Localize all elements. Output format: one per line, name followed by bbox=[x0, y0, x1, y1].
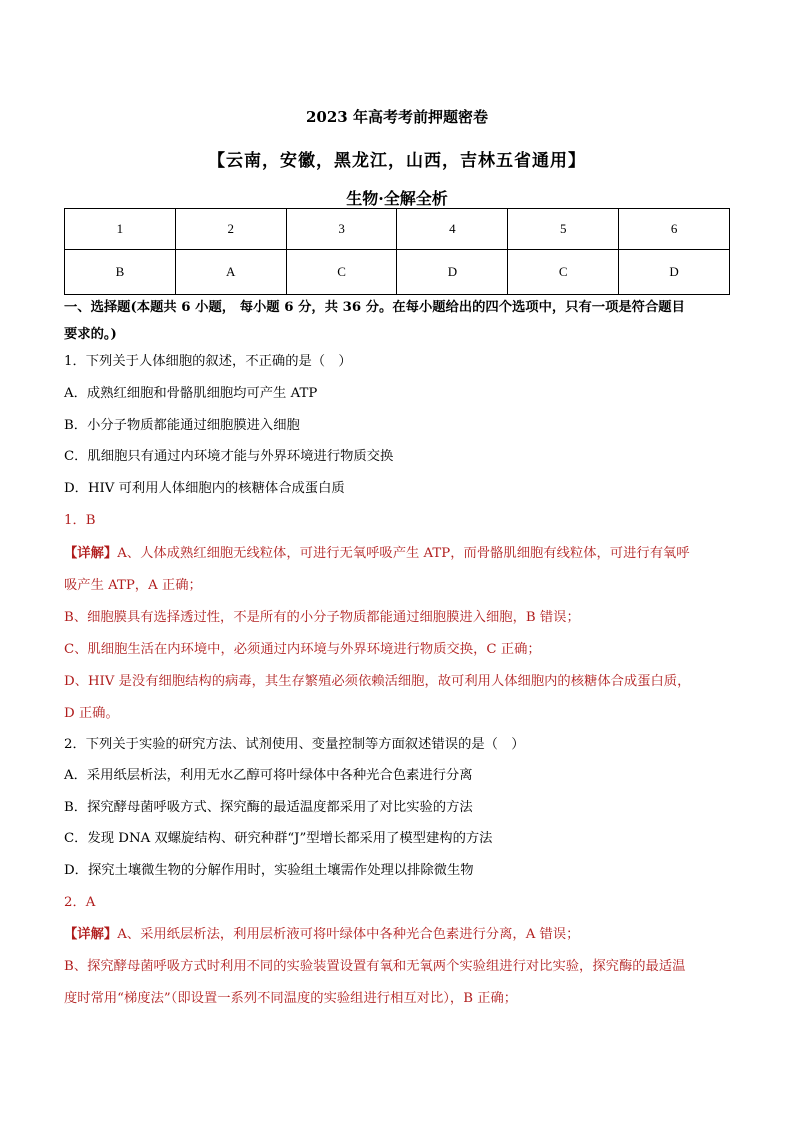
question-number-cell: 2 bbox=[175, 209, 286, 250]
question-1-answer: 1．B bbox=[64, 513, 96, 528]
explanation-tag: 【详解】 bbox=[64, 546, 118, 561]
question-1-explanation-d: D、HIV 是没有细胞结构的病毒，其生存繁殖必须依赖活细胞，故可利用人体细胞内的核糖体合成蛋白质， bbox=[64, 674, 691, 689]
question-2-explanation-a bbox=[64, 926, 734, 944]
question-2-stem: 2．下列关于实验的研究方法、试剂使用、变量控制等方面叙述错误的是（ ） bbox=[64, 737, 525, 752]
section-instructions: 一、选择题(本题共 6 小题， 每小题 6 分，共 36 分。在每小题给出的四个选项中，只有一项是符合题目 bbox=[64, 300, 685, 315]
question-1-explanation-d-cont: D 正确。 bbox=[64, 706, 119, 721]
answer-cell: C bbox=[286, 250, 397, 295]
explanation-text: A、采用纸层析法，利用层析液可将叶绿体中各种光合色素进行分离，A 错误； bbox=[117, 927, 580, 942]
question-2-explanation-b-cont: 度时常用“梯度法”（即设置一系列不同温度的实验组进行相互对比），B 正确； bbox=[64, 991, 518, 1006]
question-number-cell: 6 bbox=[619, 209, 730, 250]
explanation-tag: 【详解】 bbox=[64, 927, 118, 942]
question-2-answer: 2．A bbox=[64, 895, 96, 910]
question-2-explanation-b: B、探究酵母菌呼吸方式时利用不同的实验装置设置有氧和无氧两个实验组进行对比实验，探究酶的最适温 bbox=[64, 959, 686, 974]
question-1-explanation-b: B、细胞膜具有选择透过性，不是所有的小分子物质都能通过细胞膜进入细胞，B 错误； bbox=[64, 610, 580, 625]
question-number-cell: 5 bbox=[508, 209, 619, 250]
question-2-option-a: A．采用纸层析法，利用无水乙醇可将叶绿体中各种光合色素进行分离 bbox=[64, 768, 473, 783]
answer-cell: B bbox=[65, 250, 176, 295]
answer-cell: C bbox=[508, 250, 619, 295]
question-number-cell: 1 bbox=[65, 209, 176, 250]
question-1-option-d: D．HIV 可利用人体细胞内的核糖体合成蛋白质 bbox=[64, 481, 345, 496]
answer-cell: D bbox=[619, 250, 730, 295]
exam-title: 2023 年高考考前押题密卷 bbox=[306, 108, 488, 126]
answer-cell: A bbox=[175, 250, 286, 295]
explanation-text: A、人体成熟红细胞无线粒体，可进行无氧呼吸产生 ATP，而骨骼肌细胞有线粒体，可进行有氧呼 bbox=[117, 546, 690, 561]
section-instructions-cont: 要求的。) bbox=[64, 327, 117, 342]
answer-cell: D bbox=[397, 250, 508, 295]
question-2-option-b: B．探究酵母菌呼吸方式、探究酶的最适温度都采用了对比实验的方法 bbox=[64, 800, 473, 815]
question-1-explanation-c: C、肌细胞生活在内环境中，必须通过内环境与外界环境进行物质交换，C 正确； bbox=[64, 642, 541, 657]
question-number-cell: 4 bbox=[397, 209, 508, 250]
question-1-stem: 1．下列关于人体细胞的叙述，不正确的是（ ） bbox=[64, 354, 352, 369]
question-2-option-d: D．探究土壤微生物的分解作用时，实验组土壤需作处理以排除微生物 bbox=[64, 863, 474, 878]
question-1-explanation-a-cont: 吸产生 ATP，A 正确； bbox=[64, 578, 202, 593]
answer-table-answer-row bbox=[65, 250, 730, 295]
subject-heading: 生物·全解全析 bbox=[346, 189, 448, 208]
answer-table-number-row bbox=[65, 209, 730, 250]
answer-table bbox=[64, 208, 730, 295]
question-2-option-c: C．发现 DNA 双螺旋结构、研究种群“J”型增长都采用了模型建构的方法 bbox=[64, 831, 493, 846]
question-1-option-a: A．成熟红细胞和骨骼肌细胞均可产生 ATP bbox=[64, 386, 318, 401]
question-1-option-c: C．肌细胞只有通过内环境才能与外界环境进行物质交换 bbox=[64, 449, 394, 464]
question-number-cell: 3 bbox=[286, 209, 397, 250]
question-1-explanation-a bbox=[64, 545, 734, 563]
exam-subtitle: 【云南，安徽，黑龙江，山西，吉林五省通用】 bbox=[208, 151, 586, 171]
question-1-option-b: B．小分子物质都能通过细胞膜进入细胞 bbox=[64, 418, 300, 433]
